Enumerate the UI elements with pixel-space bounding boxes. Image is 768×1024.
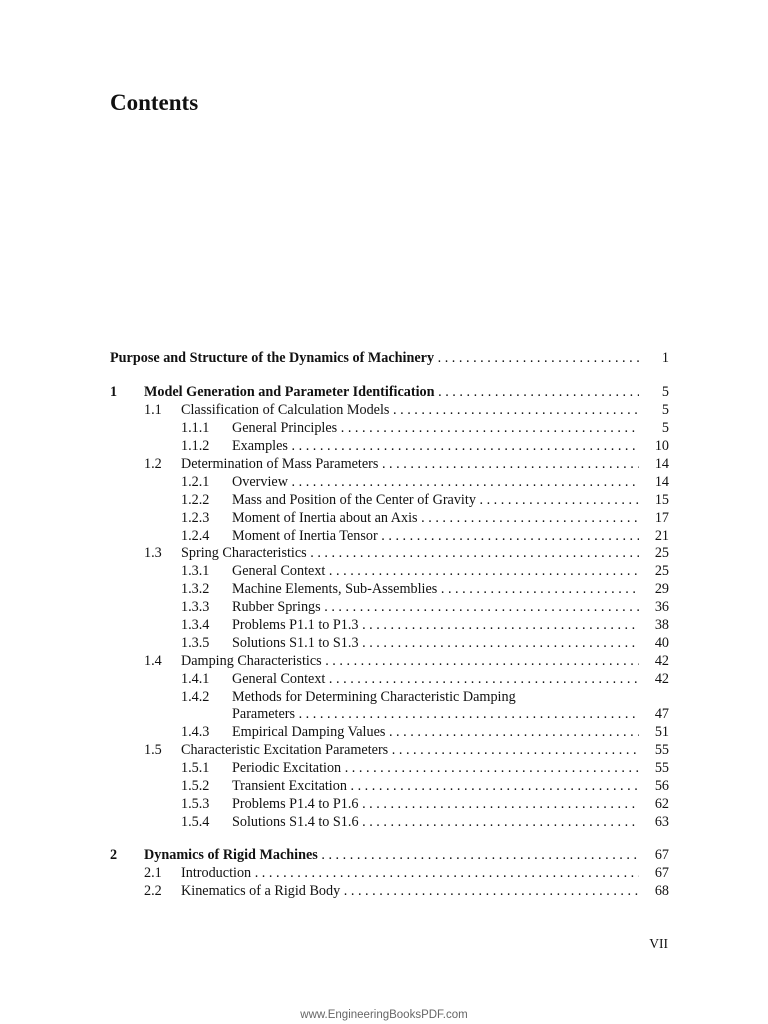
toc-entry-number: 1.4.2 bbox=[181, 689, 210, 705]
toc-entry-1-5-3[interactable] bbox=[110, 795, 669, 813]
toc-entry-number: 1.3.3 bbox=[181, 599, 210, 615]
page-title: Contents bbox=[110, 90, 199, 115]
toc-entry-number: 1.2 bbox=[144, 456, 162, 472]
toc-entry-label: Empirical Damping Values . . . bbox=[232, 723, 639, 741]
toc-entry-1-3[interactable] bbox=[110, 544, 669, 562]
toc-entry-page: 5 bbox=[639, 383, 669, 401]
toc-entry-number: 1.2.1 bbox=[181, 474, 210, 490]
toc-entry-1-3-2[interactable] bbox=[110, 580, 669, 598]
toc-entry-page: 15 bbox=[639, 491, 669, 509]
toc-entry-1-5[interactable] bbox=[110, 741, 669, 759]
toc-entry-page: 29 bbox=[639, 580, 669, 598]
toc-entry-label: Problems P1.1 to P1.3 . . . bbox=[232, 616, 639, 634]
toc-entry-1-5-2[interactable] bbox=[110, 777, 669, 795]
toc-entry-page: 63 bbox=[639, 813, 669, 831]
toc-entry-page: 36 bbox=[639, 598, 669, 616]
toc-entry-number: 1.4.1 bbox=[181, 671, 210, 687]
toc-entry-label: Characteristic Excitation Parameters . . . bbox=[181, 741, 639, 759]
toc-entry-number: 2.1 bbox=[144, 865, 162, 881]
toc-entry-page: 56 bbox=[639, 777, 669, 795]
toc-entry-1-5-4[interactable] bbox=[110, 813, 669, 831]
toc-entry-label: General Principles . . . bbox=[232, 419, 639, 437]
toc-entry-number: 2 bbox=[110, 847, 118, 863]
toc-entry-label: Parameters . . . bbox=[232, 705, 639, 723]
toc-entry-number: 1.1.1 bbox=[181, 420, 210, 436]
toc-entry-label: Kinematics of a Rigid Body . . . bbox=[181, 882, 639, 900]
toc-entry-number: 2.2 bbox=[144, 883, 162, 899]
toc-entry-page: 42 bbox=[639, 652, 669, 670]
toc-entry-page: 47 bbox=[639, 705, 669, 723]
toc-entry-page: 21 bbox=[639, 527, 669, 545]
toc-entry-label: Rubber Springs . . . bbox=[232, 598, 639, 616]
toc-entry-1-3-1[interactable] bbox=[110, 562, 669, 580]
toc-entry-number: 1.2.2 bbox=[181, 492, 210, 508]
toc-entry-number: 1.5 bbox=[144, 742, 162, 758]
toc-entry-label: Determination of Mass Parameters . . . bbox=[181, 455, 639, 473]
toc-entry-2-2[interactable] bbox=[110, 882, 669, 900]
toc-entry-page: 5 bbox=[639, 401, 669, 419]
toc-entry-number: 1.5.2 bbox=[181, 778, 210, 794]
toc-entry-number: 1.1.2 bbox=[181, 438, 210, 454]
toc-entry-page: 10 bbox=[639, 437, 669, 455]
toc-entry-page: 14 bbox=[639, 455, 669, 473]
toc-entry-number: 1.5.4 bbox=[181, 814, 210, 830]
toc-entry-page: 55 bbox=[639, 741, 669, 759]
toc-entry-page: 67 bbox=[639, 846, 669, 864]
toc-entry-number: 1.3.2 bbox=[181, 581, 210, 597]
toc-entry-label: Overview . . . bbox=[232, 473, 639, 491]
toc-entry-number: 1.1 bbox=[144, 402, 162, 418]
toc-entry-1-1-2[interactable] bbox=[110, 437, 669, 455]
toc-entry-page: 25 bbox=[639, 562, 669, 580]
toc-entry-label: Methods for Determining Characteristic Damping bbox=[232, 689, 516, 705]
toc-entry-number: 1.4.3 bbox=[181, 724, 210, 740]
toc-entry-page: 67 bbox=[639, 864, 669, 882]
toc-entry-label: Machine Elements, Sub-Assemblies . . . bbox=[232, 580, 639, 598]
toc-entry-1-2-2[interactable] bbox=[110, 491, 669, 509]
toc-entry-preface[interactable] bbox=[110, 349, 669, 367]
toc-entry-2-1[interactable] bbox=[110, 864, 669, 882]
toc-entry-number: 1.5.3 bbox=[181, 796, 210, 812]
toc-entry-1-4-2-continued[interactable] bbox=[110, 705, 669, 723]
toc-entry-number: 1.3.1 bbox=[181, 563, 210, 579]
watermark-url[interactable]: www.EngineeringBooksPDF.com bbox=[300, 1009, 468, 1021]
toc-entry-number: 1 bbox=[110, 384, 118, 400]
toc-entry-1-4[interactable] bbox=[110, 652, 669, 670]
toc-entry-label: Solutions S1.1 to S1.3 . . . bbox=[232, 634, 639, 652]
toc-entry-page: 42 bbox=[639, 670, 669, 688]
toc-entry-label: Solutions S1.4 to S1.6 . . . bbox=[232, 813, 639, 831]
toc-entry-label: Moment of Inertia Tensor . . . bbox=[232, 527, 639, 545]
toc-entry-number: 1.2.3 bbox=[181, 510, 210, 526]
toc-entry-page: 38 bbox=[639, 616, 669, 634]
toc-entry-label: Transient Excitation . . . bbox=[232, 777, 639, 795]
toc-entry-page: 1 bbox=[639, 349, 669, 367]
toc-entry-1-2-3[interactable] bbox=[110, 509, 669, 527]
toc-entry-label: Periodic Excitation . . . bbox=[232, 759, 639, 777]
toc-entry-label: Mass and Position of the Center of Gravity . . . bbox=[232, 491, 639, 509]
toc-entry-number: 1.2.4 bbox=[181, 528, 210, 544]
toc-entry-label: Examples . . . bbox=[232, 437, 639, 455]
toc-entry-page: 17 bbox=[639, 509, 669, 527]
toc-entry-1-2[interactable] bbox=[110, 455, 669, 473]
toc-entry-chapter-1[interactable] bbox=[110, 383, 669, 401]
toc-entry-page: 62 bbox=[639, 795, 669, 813]
toc-entry-label: Damping Characteristics . . . bbox=[181, 652, 639, 670]
toc-entry-label: Dynamics of Rigid Machines . . . bbox=[144, 846, 639, 864]
toc-entry-1-2-4[interactable] bbox=[110, 527, 669, 545]
toc-entry-page: 51 bbox=[639, 723, 669, 741]
toc-entry-1-4-2[interactable] bbox=[110, 688, 669, 706]
toc-entry-number: 1.4 bbox=[144, 653, 162, 669]
toc-entry-number: 1.3.5 bbox=[181, 635, 210, 651]
toc-entry-number: 1.3.4 bbox=[181, 617, 210, 633]
page-folio: VII bbox=[649, 936, 668, 951]
toc-entry-number: 1.3 bbox=[144, 545, 162, 561]
toc-entry-page: 68 bbox=[639, 882, 669, 900]
toc-entry-1-4-1[interactable] bbox=[110, 670, 669, 688]
toc-entry-label: Introduction . . . bbox=[181, 864, 639, 882]
toc-entry-label: General Context . . . bbox=[232, 670, 639, 688]
toc-entry-label: Moment of Inertia about an Axis . . . bbox=[232, 509, 639, 527]
toc-entry-number: 1.5.1 bbox=[181, 760, 210, 776]
toc-entry-page: 5 bbox=[639, 419, 669, 437]
toc-entry-1-1[interactable] bbox=[110, 401, 669, 419]
toc-entry-page: 25 bbox=[639, 544, 669, 562]
toc-entry-1-3-5[interactable] bbox=[110, 634, 669, 652]
toc-entry-chapter-2[interactable] bbox=[110, 846, 669, 864]
toc-entry-page: 14 bbox=[639, 473, 669, 491]
toc-entry-1-2-1[interactable] bbox=[110, 473, 669, 491]
toc-entry-label: Problems P1.4 to P1.6 . . . bbox=[232, 795, 639, 813]
toc-entry-1-1-1[interactable] bbox=[110, 419, 669, 437]
toc-entry-label: General Context . . . bbox=[232, 562, 639, 580]
toc-entry-label: Purpose and Structure of the Dynamics of Machinery . . . bbox=[110, 349, 639, 367]
toc-entry-1-5-1[interactable] bbox=[110, 759, 669, 777]
toc-entry-label: Classification of Calculation Models . . . bbox=[181, 401, 639, 419]
toc-entry-label: Model Generation and Parameter Identification . . . bbox=[144, 383, 639, 401]
toc-entry-1-3-3[interactable] bbox=[110, 598, 669, 616]
toc-entry-page: 40 bbox=[639, 634, 669, 652]
toc-entry-label: Spring Characteristics . . . bbox=[181, 544, 639, 562]
toc-entry-1-3-4[interactable] bbox=[110, 616, 669, 634]
toc-entry-page: 55 bbox=[639, 759, 669, 777]
toc-entry-1-4-3[interactable] bbox=[110, 723, 669, 741]
